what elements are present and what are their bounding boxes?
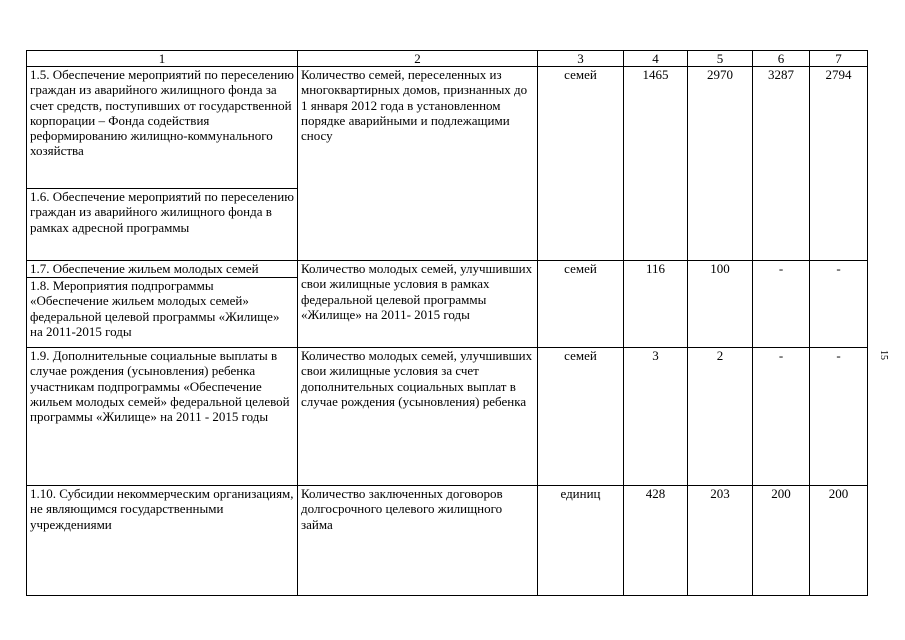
header-cell-5: 5 — [688, 51, 753, 67]
value-cell-col7-group-2: - — [810, 261, 868, 348]
value-cell-col6-group-1: 3287 — [753, 67, 810, 261]
value-cell-col7-group-1: 2794 — [810, 67, 868, 261]
activity-cell-1-6: 1.6. Обеспечение мероприятий по переселению граждан из аварийного жилищного фонда в рамках адресной программы — [27, 189, 298, 261]
indicator-cell-1-10: Количество заключенных договоров долгосрочного целевого жилищного займа — [298, 486, 538, 596]
table-row — [27, 486, 868, 596]
header-cell-3: 3 — [538, 51, 624, 67]
value-cell-col5-group-1: 2970 — [688, 67, 753, 261]
table-row — [27, 67, 868, 189]
value-cell-col6-1-9: - — [753, 348, 810, 486]
unit-cell-1-10: единиц — [538, 486, 624, 596]
activity-cell-1-5: 1.5. Обеспечение мероприятий по переселению граждан из аварийного жилищного фонда за счет средств, поступивших от государственной корпорации – Фонда содействия реформированию жилищно-коммунального хозяйства — [27, 67, 298, 189]
value-cell-col7-1-9: - — [810, 348, 868, 486]
activity-cell-1-10: 1.10. Субсидии некоммерческим организациям, не являющимся государственными учреждениями — [27, 486, 298, 596]
indicator-cell-group-1: Количество семей, переселенных из многоквартирных домов, признанных до 1 января 2012 года в установленном порядке аварийными и подлежащими сносу — [298, 67, 538, 261]
value-cell-col4-group-1: 1465 — [624, 67, 688, 261]
indicators-table — [26, 50, 868, 596]
header-cell-7: 7 — [810, 51, 868, 67]
unit-cell-group-1: семей — [538, 67, 624, 261]
value-cell-col4-group-2: 116 — [624, 261, 688, 348]
value-cell-col6-group-2: - — [753, 261, 810, 348]
activity-cell-1-9: 1.9. Дополнительные социальные выплаты в случае рождения (усыновления) ребенка участникам подпрограммы «Обеспечение жильем молодых семей» федеральной целевой программы «Жилище» на 2011 - 2015 годы — [27, 348, 298, 486]
value-cell-col5-group-2: 100 — [688, 261, 753, 348]
header-cell-2: 2 — [298, 51, 538, 67]
page-number: 15 — [878, 350, 889, 360]
value-cell-col7-1-10: 200 — [810, 486, 868, 596]
indicator-cell-group-2: Количество молодых семей, улучшивших свои жилищные условия в рамках федеральной целевой программы «Жилище» на 2011- 2015 годы — [298, 261, 538, 348]
header-cell-4: 4 — [624, 51, 688, 67]
header-cell-1: 1 — [27, 51, 298, 67]
value-cell-col6-1-10: 200 — [753, 486, 810, 596]
activity-cell-1-7: 1.7. Обеспечение жильем молодых семей — [27, 261, 298, 278]
table-row — [27, 261, 868, 278]
activity-cell-1-8: 1.8. Мероприятия подпрограммы «Обеспечение жильем молодых семей» федеральной целевой программы «Жилище» на 2011-2015 годы — [27, 278, 298, 348]
unit-cell-group-2: семей — [538, 261, 624, 348]
header-cell-6: 6 — [753, 51, 810, 67]
unit-cell-1-9: семей — [538, 348, 624, 486]
indicator-cell-1-9: Количество молодых семей, улучшивших свои жилищные условия за счет дополнительных социальных выплат в случае рождения (усыновления) ребенка — [298, 348, 538, 486]
header-row — [27, 51, 868, 67]
table-row — [27, 348, 868, 486]
value-cell-col5-1-10: 203 — [688, 486, 753, 596]
value-cell-col4-1-9: 3 — [624, 348, 688, 486]
value-cell-col5-1-9: 2 — [688, 348, 753, 486]
value-cell-col4-1-10: 428 — [624, 486, 688, 596]
